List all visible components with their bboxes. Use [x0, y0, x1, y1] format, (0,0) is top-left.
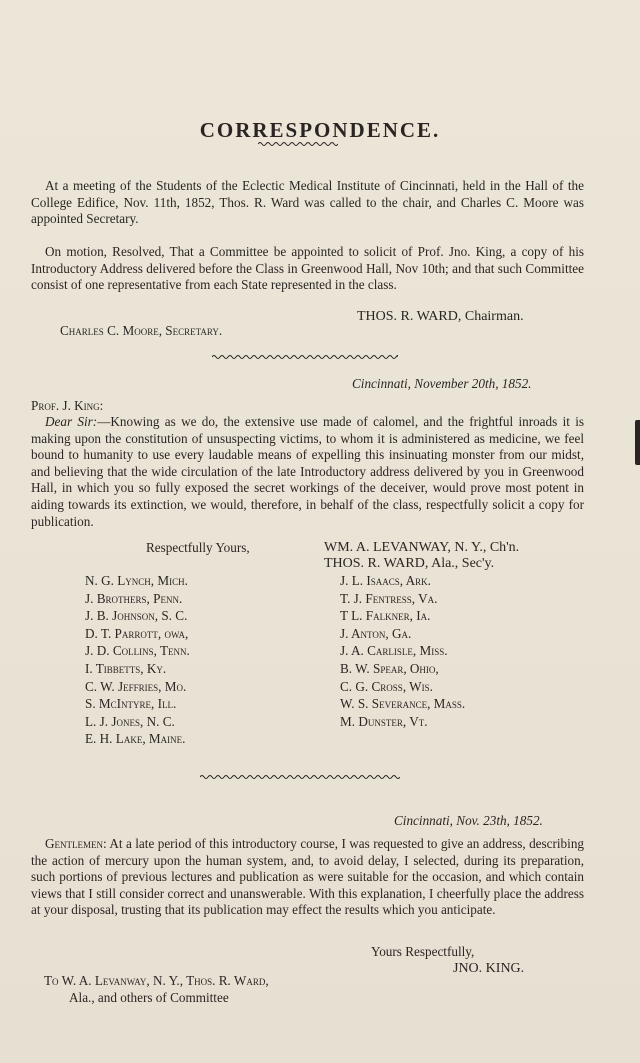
- committee-member: D. T. Parrott, owa,: [85, 625, 189, 641]
- letter2-closing: Yours Respectfully,: [371, 944, 475, 959]
- meeting-text-2: On motion, Resolved, That a Committee be appointed to solicit of Prof. Jno. King, a copy of his Introductory Address delivered before the Class in Greenwood Hall, Nov 10th; and that such Committee consist of one representative from each State represented in the class.: [31, 244, 584, 293]
- letter1-closing: Respectfully Yours,: [146, 540, 250, 555]
- committee-member: L. J. Jones, N. C.: [85, 713, 175, 729]
- committee-member: E. H. Lake, Maine.: [85, 731, 186, 747]
- letter2-signature: JNO. KING.: [453, 961, 525, 976]
- letter2-salutation: Gentlemen:: [45, 836, 107, 851]
- committee-member: C. G. Cross, Wis.: [340, 678, 433, 694]
- committee-member: W. S. Severance, Mass.: [340, 696, 466, 712]
- committee-member: J. Brothers, Penn.: [85, 590, 183, 606]
- committee-member: T L. Falkner, Ia.: [340, 608, 431, 624]
- secretary-signature: Charles C. Moore, Secretary.: [60, 323, 223, 338]
- letter2-recipients-line-2: Ala., and others of Committee: [69, 990, 229, 1005]
- letter1-body-text: —Knowing as we do, the extensive use made of calomel, and the frightful inroads it is making upon the constitution of unsuspecting victims, to whom it is administered as medicine, we feel bound to humanity to use every laudable means of expelling this insinuating monster from our midst, and believing that the wide circulation of the late Introductory address delivered by you in Greenwood Hall, in which you so fully exposed the secret workings of the deceiver, would prove most potent in aiding towards its extinction, we would, therefore, in behalf of the class, respectfully solicit a copy for publication.: [31, 414, 584, 529]
- ornamental-rule-top: [258, 141, 338, 147]
- committee-member: J. L. Isaacs, Ark.: [340, 573, 431, 588]
- committee-member: B. W. Spear, Ohio,: [340, 660, 439, 676]
- chairman-signature: THOS. R. WARD, Chairman.: [357, 309, 524, 324]
- committee-member: J. Anton, Ga.: [340, 625, 412, 641]
- committee-member: S. McIntyre, Ill.: [85, 696, 177, 712]
- letter1-addressee: Prof. J. King:: [31, 398, 104, 413]
- ornamental-rule-lower: [200, 774, 400, 780]
- ornamental-rule-middle: [212, 354, 398, 360]
- letter2-dateline: Cincinnati, Nov. 23th, 1852.: [394, 813, 543, 828]
- meeting-paragraph-1: [31, 178, 584, 228]
- letter1-signer-chair: WM. A. LEVANWAY, N. Y., Ch'n.: [324, 540, 520, 555]
- committee-member: T. J. Fentress, Va.: [340, 590, 438, 606]
- committee-right-column: [340, 572, 465, 730]
- letter1-body: [31, 414, 584, 530]
- committee-member: N. G. Lynch, Mich.: [85, 573, 188, 588]
- letter1-salutation: Dear Sir:: [45, 414, 98, 429]
- page-edge-mark: [635, 420, 640, 465]
- committee-member: J. B. Johnson, S. C.: [85, 608, 188, 624]
- committee-member: J. D. Collins, Tenn.: [85, 643, 190, 659]
- letter2-body: [31, 836, 584, 919]
- meeting-paragraph-2: [31, 244, 584, 294]
- letter1-signer-secretary: THOS. R. WARD, Ala., Sec'y.: [324, 556, 495, 571]
- page-title: CORRESPONDENCE.: [199, 118, 441, 142]
- committee-member: M. Dunster, Vt.: [340, 713, 428, 729]
- letter2-body-text: At a late period of this introductory course, I was requested to give an address, describing the action of mercury upon the human system, and, to avoid delay, I selected, during its preparation, such portions of previous lectures and publication as were suitable for the occasion, and which contain views that I still consider correct and unanswerable. With this explanation, I cheerfully place the address at your disposal, trusting that its publication may effect the results which you anticipate.: [31, 836, 585, 918]
- letter2-recipients-line-1: To W. A. Levanway, N. Y., Thos. R. Ward,: [44, 973, 269, 988]
- letter1-dateline: Cincinnati, November 20th, 1852.: [352, 376, 532, 391]
- meeting-text-1: At a meeting of the Students of the Eclectic Medical Institute of Cincinnati, held in the Hall of the College Edifice, Nov. 11th, 1852, Thos. R. Ward was called to the chair, and Charles C. Moore was appointed Secretary.: [31, 178, 584, 227]
- committee-left-column: [85, 572, 190, 748]
- committee-member: I. Tibbetts, Ky.: [85, 660, 167, 676]
- committee-member: J. A. Carlisle, Miss.: [340, 643, 448, 659]
- committee-member: C. W. Jeffries, Mo.: [85, 678, 187, 694]
